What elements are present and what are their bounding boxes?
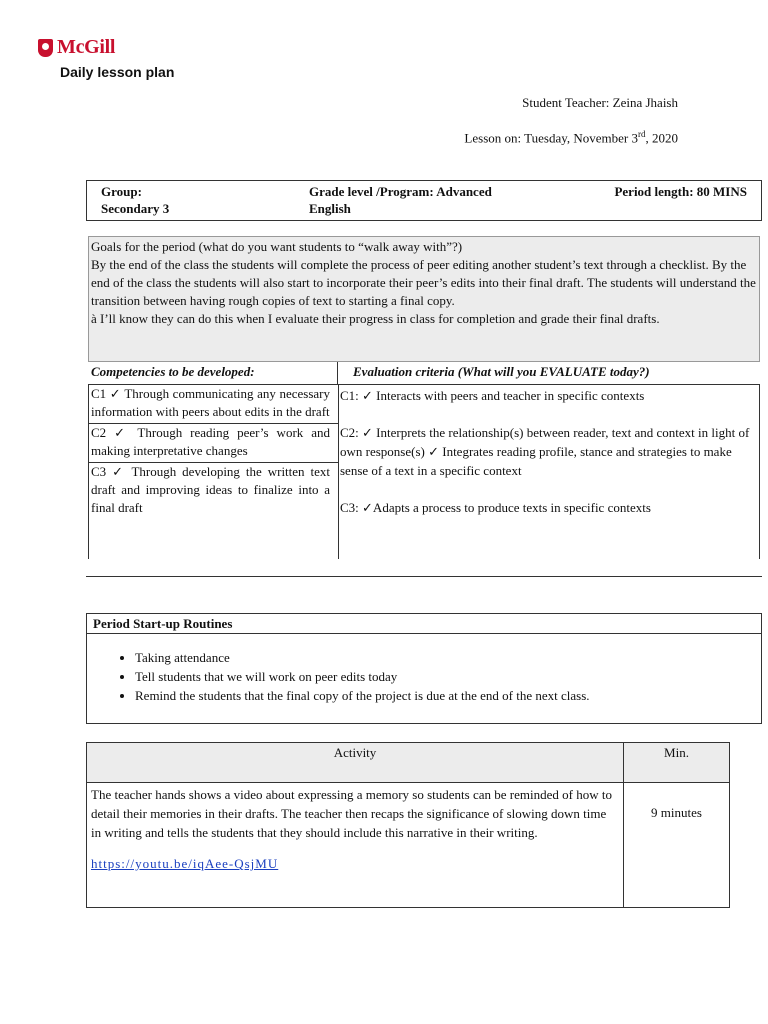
evaluation-item: C1: ✓ Interacts with peers and teacher in specific contexts [340,388,645,403]
competency-item: C2 ✓ Through reading peer’s work and making interpretative changes [89,423,338,462]
startup-heading: Period Start-up Routines [87,614,761,634]
evaluation-item: C2: ✓ Interprets the relationship(s) between reader, text and context in light of own response(s) ✓ Integrates reading profile, stance and strategies to make sense of a text in a specific context [340,425,750,478]
logo-text: McGill [57,36,116,58]
startup-list [87,648,761,705]
group-table [86,180,762,221]
student-teacher: Student Teacher: Zeina Jhaish [522,95,678,110]
list-item: • Remind the students that the final copy of the project is due at the end of the next class. [135,686,761,705]
competency-item: C1 ✓ Through communicating any necessary information with peers about edits in the draft [89,384,338,423]
mcgill-logo [38,36,115,59]
period-cell: Period length: 80 MINS [593,181,762,221]
minutes-cell: 9 minutes [624,783,730,908]
evaluation-list [339,384,760,559]
grade-cell: Grade level /Program: Advanced English [295,181,593,221]
activity-cell: The teacher hands shows a video about expressing a memory so students can be reminded of how to detail their memories in their drafts. The teacher then recaps the significance of slowing down time in writing and tells the students that they should include this narrative in their writing. https://youtu.be/iqAee-QsjMU [87,783,624,908]
evaluation-item: C3: ✓Adapts a process to produce texts in specific contexts [340,500,651,515]
lesson-date: Lesson on: Tuesday, November 3rd, 2020 [464,129,678,146]
video-link[interactable]: https://youtu.be/iqAee-QsjMU [91,856,279,871]
evaluation-heading: Evaluation criteria (What will you EVALUATE today?) [353,364,650,379]
competency-item: C3 ✓ Through developing the written text draft and improving ideas to finalize into a final draft [89,462,338,519]
competencies-heading: Competencies to be developed: [88,362,338,384]
goals-box: Goals for the period (what do you want students to “walk away with”?) By the end of the class the students will complete the process of peer editing another student’s text through a checklist. By the end of the class the students will also start to incorporate their peer’s edits into their final draft. The students will understand the transition between having rough copies of text to starting a final copy. à I’ll know they can do this when I evaluate their progress in class for completion and grade their final drafts. [88,236,760,362]
activity-column-header: Activity [87,743,624,783]
table-row [87,783,730,908]
page-title: Daily lesson plan [60,64,175,80]
list-item: • Taking attendance [135,648,761,667]
min-column-header: Min. [624,743,730,783]
group-cell: Group: Secondary 3 [87,181,296,221]
activity-table [86,742,730,908]
crest-icon [38,39,53,57]
competencies-list [88,384,339,559]
divider [86,576,762,577]
startup-routines [86,613,762,724]
list-item: • Tell students that we will work on peer edits today [135,667,761,686]
table-header-row [87,743,730,783]
